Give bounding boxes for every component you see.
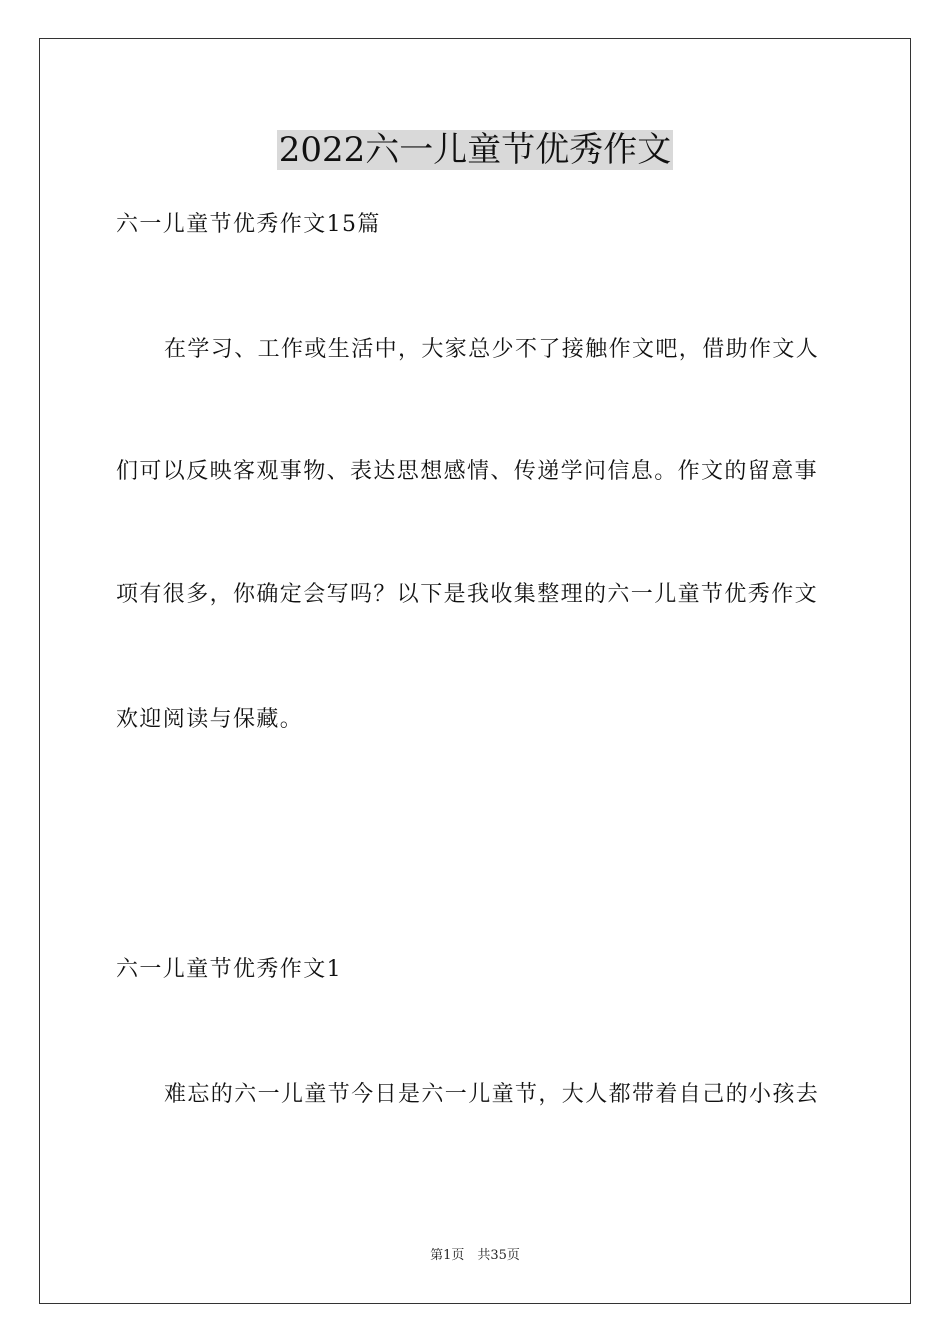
document-title xyxy=(0,128,950,172)
subtitle: 六一儿童节优秀作文15篇 xyxy=(116,212,381,237)
intro-line-2: 们可以反映客观事物、表达思想感情、传递学问信息。作文的留意事 xyxy=(116,459,819,484)
section-heading: 六一儿童节优秀作文1 xyxy=(116,957,342,982)
section-line-1: 难忘的六一儿童节今日是六一儿童节，大人都带着自己的小孩去 xyxy=(164,1082,820,1107)
page-number-footer: 第1页 共35页 xyxy=(430,1248,520,1263)
intro-line-1: 在学习、工作或生活中，大家总少不了接触作文吧，借助作文人 xyxy=(164,337,820,362)
intro-line-4: 欢迎阅读与保藏。 xyxy=(116,707,304,732)
document-title-text: 2022六一儿童节优秀作文 xyxy=(278,130,672,170)
intro-line-3: 项有很多，你确定会写吗？以下是我收集整理的六一儿童节优秀作文 xyxy=(116,582,819,607)
